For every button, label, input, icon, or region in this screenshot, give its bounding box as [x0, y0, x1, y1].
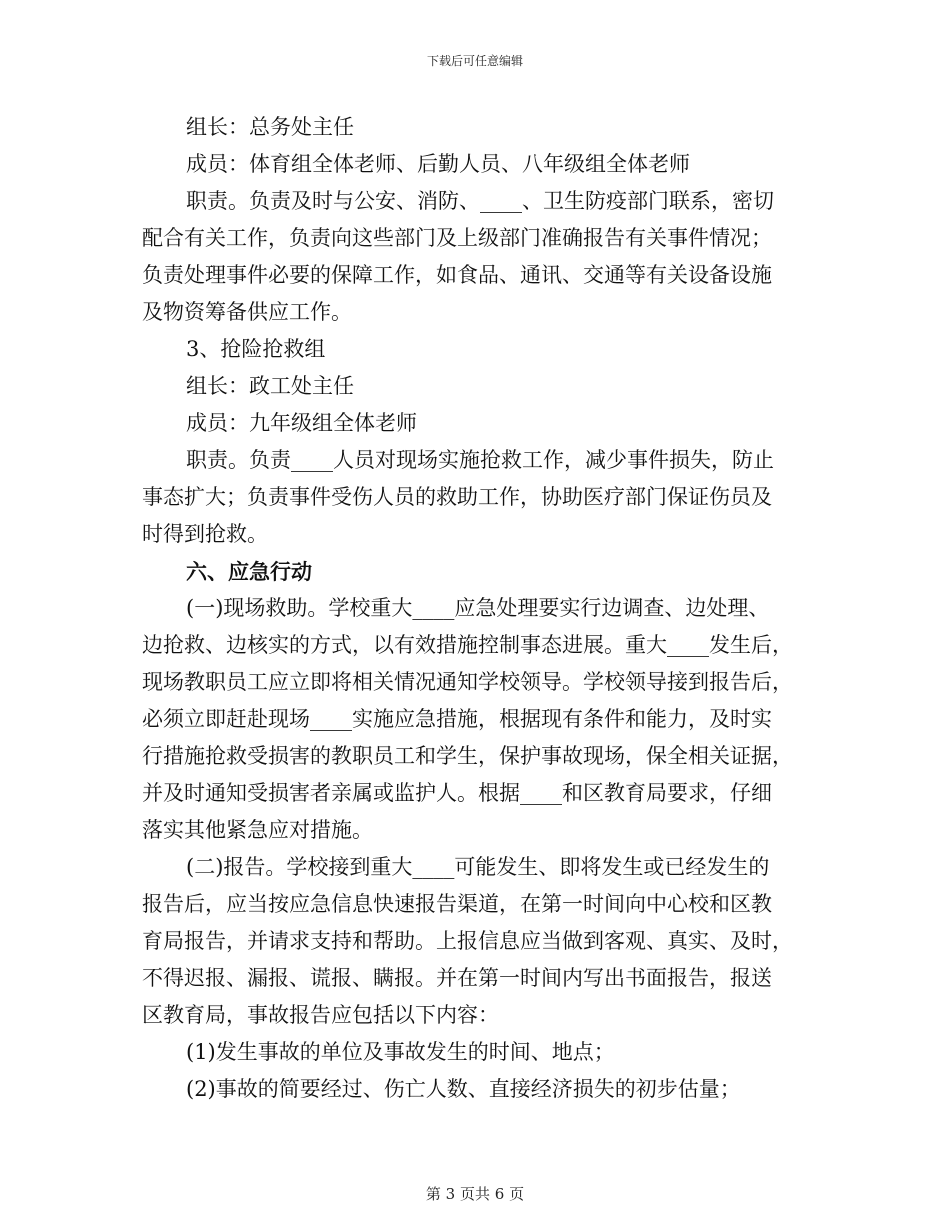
text-line: 职责。负责____人员对现场实施抢救工作，减少事件损失，防止 — [186, 448, 774, 472]
text-line: (1)发生事故的单位及事故发生的时间、地点； — [186, 1040, 615, 1064]
text-line: 行措施抢救受损害的教职员工和学生，保护事故现场，保全相关证据， — [142, 744, 793, 768]
text-line: 负责处理事件必要的保障工作，如食品、通讯、交通等有关设备设施 — [142, 263, 772, 287]
text-line: 报告后，应当按应急信息快速报告渠道，在第一时间向中心校和区教 — [142, 892, 772, 916]
text-line: 现场教职员工应立即将相关情况通知学校领导。学校领导接到报告后， — [142, 670, 793, 694]
text-line: 职责。负责及时与公安、消防、____、卫生防疫部门联系，密切 — [186, 189, 774, 213]
text-line: (二)报告。学校接到重大____可能发生、即将发生或已经发生的 — [186, 855, 770, 879]
text-line: 落实其他紧急应对措施。 — [142, 818, 373, 842]
text-line: 组长：总务处主任 — [186, 115, 354, 139]
text-line: 区教育局，事故报告应包括以下内容： — [142, 1003, 499, 1027]
page-header: 下载后可任意编辑 — [426, 54, 523, 68]
text-line: 时得到抢救。 — [142, 522, 268, 546]
text-line: 并及时通知受损害者亲属或监护人。根据____和区教育局要求，仔细 — [142, 781, 772, 805]
text-line: (一)现场救助。学校重大____应急处理要实行边调查、边处理、 — [186, 596, 770, 620]
text-line: 配合有关工作，负责向这些部门及上级部门准确报告有关事件情况； — [142, 226, 772, 250]
document-body — [142, 109, 808, 1108]
text-line: 事态扩大；负责事件受伤人员的救助工作，协助医疗部门保证伤员及 — [142, 485, 772, 509]
text-line: 及物资筹备供应工作。 — [142, 300, 352, 324]
text-line: (2)事故的简要经过、伤亡人数、直接经济损失的初步估量； — [186, 1077, 741, 1101]
text-line: 不得迟报、漏报、谎报、瞒报。并在第一时间内写出书面报告，报送 — [142, 966, 772, 990]
text-line: 成员：九年级组全体老师 — [186, 411, 417, 435]
text-line: 必须立即赶赴现场____实施应急措施，根据现有条件和能力，及时实 — [142, 707, 772, 731]
page-footer: 第 3 页共 6 页 — [425, 1185, 525, 1203]
text-line: 成员：体育组全体老师、后勤人员、八年级组全体老师 — [186, 152, 690, 176]
text-line: 育局报告，并请求支持和帮助。上报信息应当做到客观、真实、及时， — [142, 929, 793, 953]
text-line: 3、抢险抢救组 — [186, 337, 326, 361]
text-line: 组长：政工处主任 — [186, 374, 354, 398]
section-heading: 六、应急行动 — [186, 559, 312, 584]
text-line: 边抢救、边核实的方式，以有效措施控制事态进展。重大____发生后， — [142, 633, 793, 657]
